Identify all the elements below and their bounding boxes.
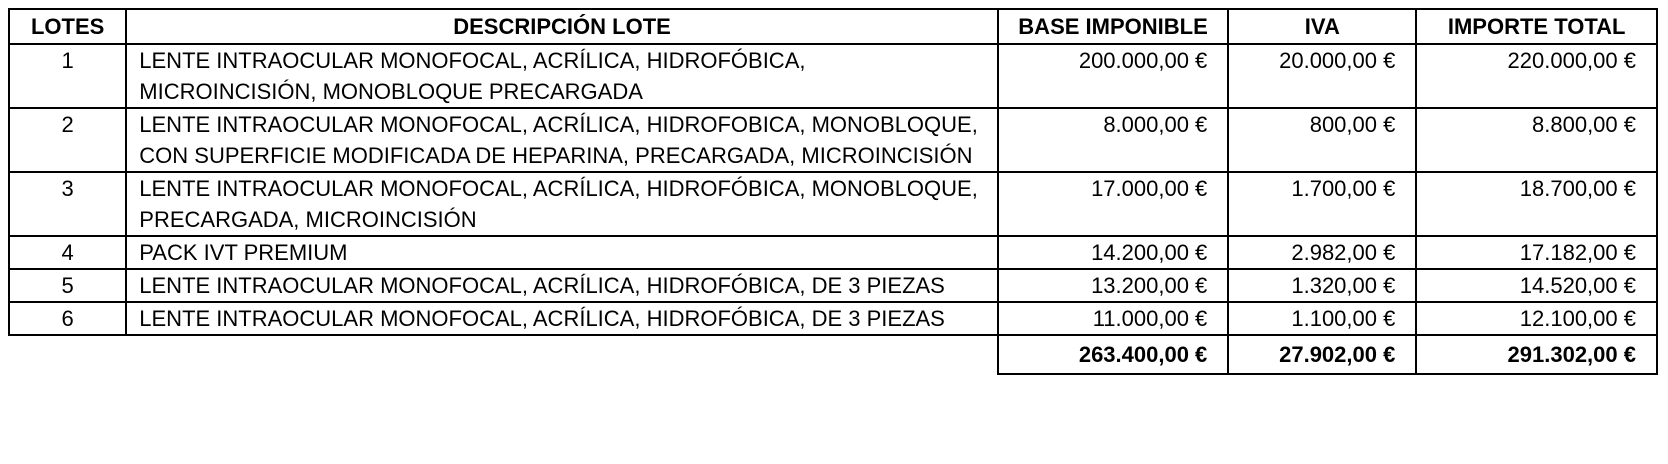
iva-value: 1.100,00 € — [1228, 302, 1416, 335]
importe-total-value: 14.520,00 € — [1416, 269, 1657, 302]
base-imponible-value: 200.000,00 € — [998, 44, 1229, 108]
importe-total-value: 18.700,00 € — [1416, 172, 1657, 236]
table-row — [9, 236, 1657, 269]
table-row — [9, 44, 1657, 108]
table-body — [9, 44, 1657, 374]
iva-value: 20.000,00 € — [1228, 44, 1416, 108]
lotes-table — [8, 8, 1658, 375]
header-importe-total: IMPORTE TOTAL — [1416, 9, 1657, 44]
lote-number: 3 — [9, 172, 126, 236]
total-iva: 27.902,00 € — [1228, 335, 1416, 374]
table-row — [9, 269, 1657, 302]
base-imponible-value: 11.000,00 € — [998, 302, 1229, 335]
lote-number: 5 — [9, 269, 126, 302]
table-header — [9, 9, 1657, 44]
lote-description: PACK IVT PREMIUM — [126, 236, 998, 269]
header-descripcion: DESCRIPCIÓN LOTE — [126, 9, 998, 44]
lote-number: 1 — [9, 44, 126, 108]
table-row — [9, 302, 1657, 335]
iva-value: 1.320,00 € — [1228, 269, 1416, 302]
totals-spacer — [9, 335, 998, 374]
lote-number: 2 — [9, 108, 126, 172]
lote-description: LENTE INTRAOCULAR MONOFOCAL, ACRÍLICA, HIDROFÓBICA, MONOBLOQUE, PRECARGADA, MICROINCISIÓN — [126, 172, 998, 236]
header-lotes: LOTES — [9, 9, 126, 44]
lotes-table-container — [8, 8, 1658, 375]
header-iva: IVA — [1228, 9, 1416, 44]
importe-total-value: 220.000,00 € — [1416, 44, 1657, 108]
importe-total-value: 12.100,00 € — [1416, 302, 1657, 335]
importe-total-value: 17.182,00 € — [1416, 236, 1657, 269]
base-imponible-value: 13.200,00 € — [998, 269, 1229, 302]
lote-description: LENTE INTRAOCULAR MONOFOCAL, ACRÍLICA, HIDROFOBICA, MONOBLOQUE, CON SUPERFICIE MODIFICADA DE HEPARINA, PRECARGADA, MICROINCISIÓN — [126, 108, 998, 172]
base-imponible-value: 14.200,00 € — [998, 236, 1229, 269]
base-imponible-value: 17.000,00 € — [998, 172, 1229, 236]
base-imponible-value: 8.000,00 € — [998, 108, 1229, 172]
iva-value: 1.700,00 € — [1228, 172, 1416, 236]
lote-description: LENTE INTRAOCULAR MONOFOCAL, ACRÍLICA, HIDROFÓBICA, DE 3 PIEZAS — [126, 302, 998, 335]
total-base-imponible: 263.400,00 € — [998, 335, 1229, 374]
totals-row — [9, 335, 1657, 374]
table-row — [9, 172, 1657, 236]
lote-description: LENTE INTRAOCULAR MONOFOCAL, ACRÍLICA, HIDROFÓBICA, DE 3 PIEZAS — [126, 269, 998, 302]
importe-total-value: 8.800,00 € — [1416, 108, 1657, 172]
lote-number: 4 — [9, 236, 126, 269]
header-base-imponible: BASE IMPONIBLE — [998, 9, 1229, 44]
header-row — [9, 9, 1657, 44]
iva-value: 2.982,00 € — [1228, 236, 1416, 269]
iva-value: 800,00 € — [1228, 108, 1416, 172]
table-row — [9, 108, 1657, 172]
lote-number: 6 — [9, 302, 126, 335]
total-importe: 291.302,00 € — [1416, 335, 1657, 374]
lote-description: LENTE INTRAOCULAR MONOFOCAL, ACRÍLICA, HIDROFÓBICA, MICROINCISIÓN, MONOBLOQUE PRECARGADA — [126, 44, 998, 108]
